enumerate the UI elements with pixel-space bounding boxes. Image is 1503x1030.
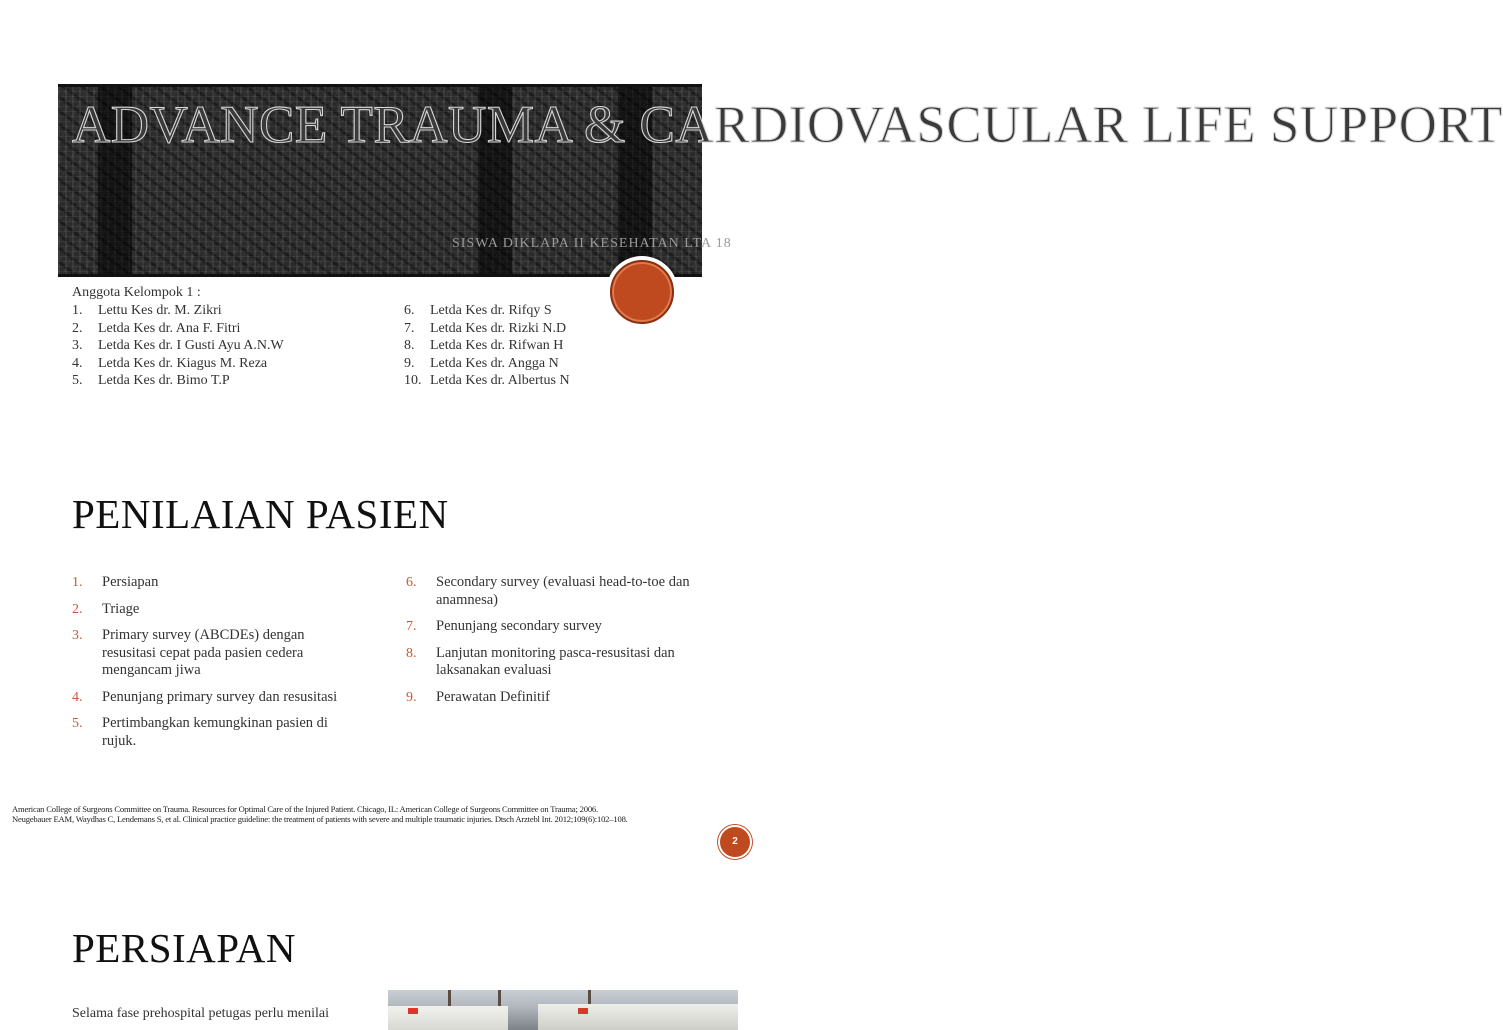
step-text: Pertimbangkan kemungkinan pasien di rujuk. [102,715,328,749]
member-number: 3. [72,338,83,353]
banner-bottom-edge [58,274,702,277]
decorative-circle-badge [606,256,678,328]
member-number: 9. [404,355,415,371]
member-name: Lettu Kes dr. M. Zikri [98,303,222,318]
steps-list-right [406,574,706,706]
step-item [406,645,706,680]
step-text: Penunjang primary survey dan resusitasi [102,688,338,705]
references [12,804,702,824]
step-number: 3. [72,628,83,643]
member-name: Letda Kes dr. I Gusti Ayu A.N.W [98,338,284,353]
member-item [72,337,284,355]
ambulance-photo [388,990,738,1030]
step-item [72,574,362,592]
member-name: Letda Kes dr. Kiagus M. Reza [98,355,268,371]
title-slide [0,0,1503,432]
member-item [72,355,284,373]
member-name: Letda Kes dr. Albertus N [430,373,570,388]
slide-title: PENILAIAN PASIEN [72,491,449,537]
photo-emergency-light [408,1008,418,1014]
presentation-title: ADVANCE TRAUMA & CARDIOVASCULAR LIFE SUPPORT [72,96,1503,154]
step-item [72,689,362,707]
photo-vehicle [388,1006,508,1030]
step-text: Secondary survey (evaluasi head-to-toe dan anamnesa) [436,574,690,608]
presentation-subtitle: SISWA DIKLAPA II KESEHATAN LTA 18 [452,236,732,251]
member-name: Letda Kes dr. Rifqy S [430,303,552,318]
member-number: 5. [72,373,83,388]
member-item [404,337,570,355]
member-item [404,355,570,373]
step-item [72,601,362,619]
member-name: Letda Kes dr. Rifwan H [430,338,564,353]
member-item [404,372,570,390]
step-text: Primary survey (ABCDEs) dengan resusitasi cepat pada pasien cedera mengancam jiwa [102,627,305,678]
step-number: 8. [406,645,417,661]
step-number: 6. [406,575,417,590]
reference-item: American College of Surgeons Committee on Trauma. Resources for Optimal Care of the Injured Patient. Chicago, IL: American College of Surgeons Committee on Trauma; 2006. [12,804,598,814]
step-number: 4. [72,689,83,705]
member-number: 4. [72,355,83,371]
step-number: 2. [72,601,83,617]
photo-emergency-light [578,1008,588,1014]
members-heading: Anggota Kelompok 1 : [72,285,201,300]
step-number: 5. [72,716,83,731]
step-text: Lanjutan monitoring pasca-resusitasi dan laksanakan evaluasi [436,644,675,678]
members-list-left [72,302,284,390]
member-item [72,372,284,390]
step-text: Triage [102,600,140,617]
member-name: Letda Kes dr. Bimo T.P [98,373,230,388]
member-item [404,302,570,320]
step-item [72,715,362,750]
slide-title: PERSIAPAN [72,925,297,971]
member-name: Letda Kes dr. Angga N [430,355,559,371]
banner-top-edge [58,84,702,87]
page-number-badge: 2 [718,825,752,859]
member-number: 10. [404,373,422,388]
intro-text: Selama fase prehospital petugas perlu menilai [72,1006,329,1021]
member-item [404,320,570,338]
member-number: 2. [72,320,83,336]
member-name: Letda Kes dr. Rizki N.D [430,320,567,336]
member-item [72,302,284,320]
step-item [406,689,706,707]
member-number: 6. [404,303,415,318]
decorative-circle-fill [610,260,674,324]
step-text: Penunjang secondary survey [436,618,602,634]
step-text: Perawatan Definitif [436,688,550,705]
step-item [72,627,362,680]
member-name: Letda Kes dr. Ana F. Fitri [98,320,241,336]
step-item [406,618,706,636]
preparation-slide [0,868,768,1024]
member-number: 7. [404,320,415,336]
steps-list-left [72,574,362,750]
step-item [406,574,706,609]
step-text: Persiapan [102,574,159,590]
step-number: 9. [406,689,417,705]
members-list-right [404,302,570,390]
member-item [72,320,284,338]
assessment-slide [0,432,768,868]
photo-vehicle [538,1004,738,1030]
member-number: 8. [404,338,415,353]
reference-item: Neugebauer EAM, Waydhas C, Lendemans S, et al. Clinical practice guideline: the treatment of patients with severe and multiple traumatic injuries. Dtsch Arztebl Int. 2012;109(6):102–108. [12,814,628,824]
member-number: 1. [72,303,83,318]
step-number: 1. [72,575,83,590]
step-number: 7. [406,619,417,634]
